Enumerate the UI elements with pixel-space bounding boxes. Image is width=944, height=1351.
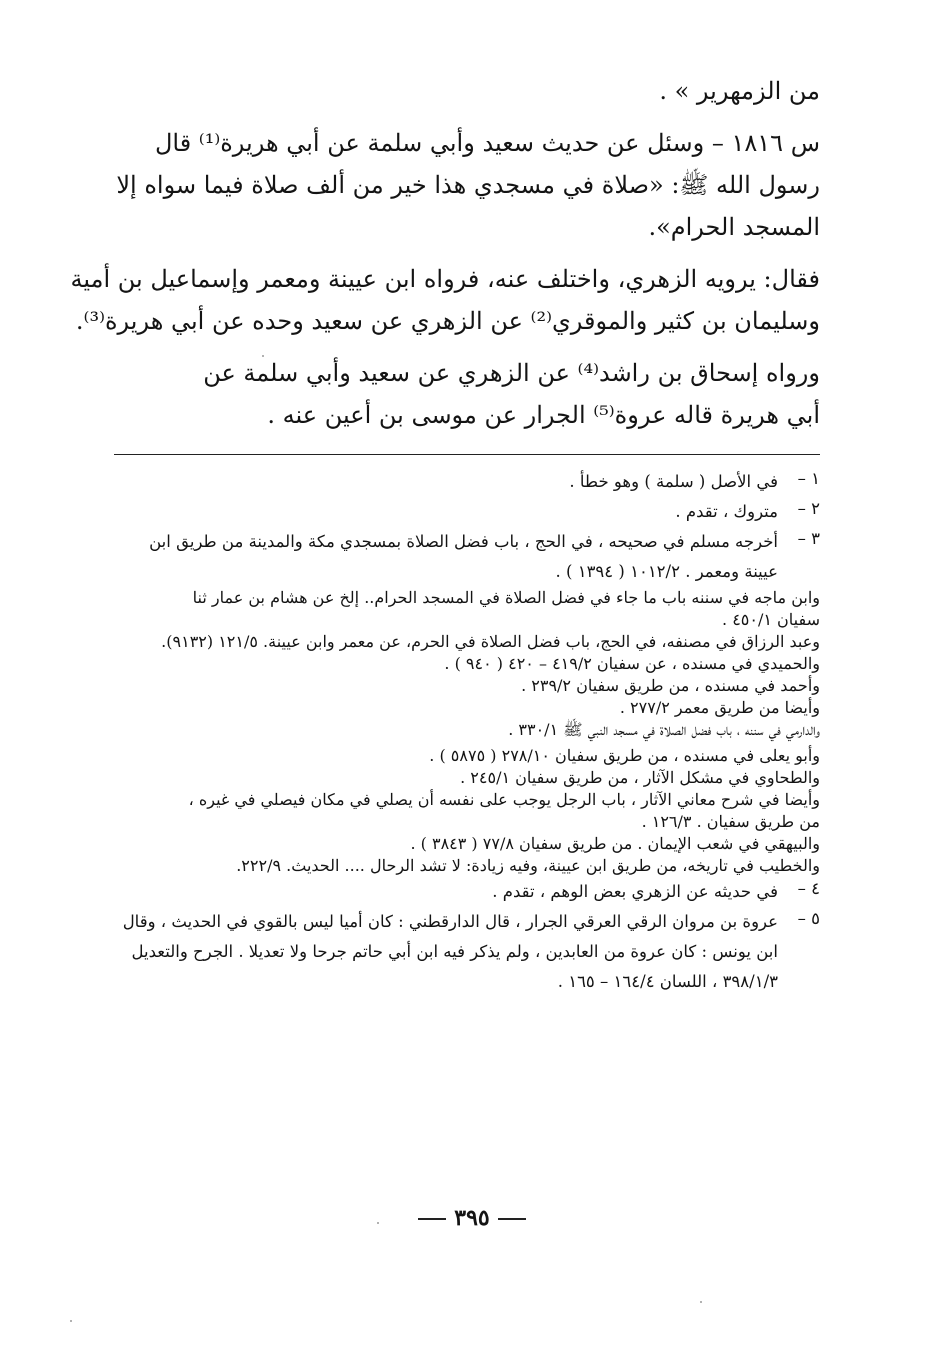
answer-paragraph	[70, 258, 820, 342]
source-line: والبيهقي في شعب الإيمان . من طريق سفيان ٧٧/٨ ( ٣٨٤٣ ) .	[410, 834, 820, 853]
footnotes	[110, 465, 820, 995]
source-line: والحميدي في مسنده ، عن سفيان ٤١٩/٢ – ٤٢٠ ( ٩٤٠ ) .	[444, 654, 820, 673]
source-line: وأبو يعلى في مسنده ، من طريق سفيان ٢٧٨/١٠ ( ٥٨٧٥ ) .	[429, 746, 820, 765]
scan-speck	[700, 1301, 702, 1303]
footnote-5	[110, 905, 820, 995]
footnote-3	[110, 525, 820, 585]
footnote-text: متروك ، تقدم .	[675, 502, 778, 521]
continued-line: من الزمهرير » .	[659, 77, 820, 105]
footnote-text: عروة بن مروان الرقي العرقي الجرار ، قال الدارقطني : كان أميا ليس بالقوي في الحديث ، وقال	[122, 912, 778, 931]
narration-line: ورواه إسحاق بن راشد⁽⁴⁾ عن الزهري عن سعيد وأبي سلمة عن	[203, 359, 820, 387]
source-line: والدارمي في سننه ، باب فضل الصلاة في مسجد النبي ﷺ ٣٣٠/١ .	[508, 720, 820, 739]
scan-speck	[70, 1320, 72, 1322]
scan-speck	[377, 1222, 379, 1224]
scan-speck	[262, 355, 264, 357]
source-line: وأيضا من طريق معمر ٢٧٧/٢ .	[619, 698, 820, 717]
source-line: والخطيب في تاريخه، من طريق ابن عيينة، وفيه زيادة: لا تشد الرحال .... الحديث. ٢٢٢/٩.	[236, 856, 820, 875]
narration-line: أبي هريرة قاله عروة⁽⁵⁾ الجرار عن موسى بن أعين عنه .	[267, 401, 820, 429]
footnote-number: ٤ –	[797, 879, 820, 898]
footnote-text: عيينة ومعمر . ١٠١٢/٢ ( ١٣٩٤ ) .	[555, 562, 778, 581]
footnote-3-sources	[110, 585, 820, 875]
source-line: وابن ماجه في سننه باب ما جاء في فضل الصلاة في المسجد الحرام.. إلخ عن هشام بن عمار ثنا	[192, 588, 820, 607]
footnote-number: ٥ –	[797, 909, 820, 928]
source-line: وعبد الرزاق في مصنفه، في الحج، باب فضل الصلاة في الحرم، عن معمر وابن عيينة. ١٢١/٥ (٩١٣٢).	[161, 632, 820, 651]
source-line: سفيان ٤٥٠/١ .	[722, 610, 820, 629]
footnote-1	[110, 465, 820, 495]
book-page	[70, 70, 820, 995]
footnote-2	[110, 495, 820, 525]
question-line: س ١٨١٦ – وسئل عن حديث سعيد وأبي سلمة عن أبي هريرة⁽¹⁾ قال	[154, 129, 820, 157]
page-number-dash	[498, 1218, 526, 1220]
footnote-text: أخرجه مسلم في صحيحه ، في الحج ، باب فضل الصلاة بمسجدي مكة والمدينة من طريق ابن	[149, 532, 778, 551]
source-line: وأيضا في شرح معاني الآثار ، باب الرجل يوجب على نفسه أن يصلي في مكان فيصلي في غيره ،	[188, 790, 820, 809]
narration-paragraph	[110, 352, 820, 436]
footnote-divider	[114, 454, 820, 455]
question-paragraph	[110, 122, 820, 248]
page-number	[0, 1205, 944, 1231]
source-line: والطحاوي في مشكل الآثار ، من طريق سفيان ٢٤٥/١ .	[460, 768, 820, 787]
footnote-number: ٢ –	[797, 499, 820, 518]
footnote-text: ٣٩٨/١/٣ ، اللسان ١٦٤/٤ – ١٦٥ .	[557, 972, 778, 991]
footnote-number: ٣ –	[797, 529, 820, 548]
page-number-text: ٣٩٥	[454, 1205, 490, 1231]
source-line: وأحمد في مسنده ، من طريق سفيان ٢٣٩/٢ .	[521, 676, 820, 695]
page-number-dash	[418, 1218, 446, 1220]
question-line: رسول الله ﷺ: «صلاة في مسجدي هذا خير من ألف صلاة فيما سواه إلا	[116, 171, 820, 199]
footnote-4	[110, 875, 820, 905]
question-line: المسجد الحرام».	[648, 213, 820, 241]
footnote-number: ١ –	[797, 469, 820, 488]
source-line: من طريق سفيان . ١٢٦/٣ .	[641, 812, 820, 831]
answer-line: فقال: يرويه الزهري، واختلف عنه، فرواه ابن عيينة ومعمر وإسماعيل بن أمية	[70, 265, 820, 293]
footnote-text: ابن يونس : كان عروة من العابدين ، ولم يذكر فيه ابن أبي حاتم جرحا ولا تعديلا . الجرح والتعديل	[131, 942, 778, 961]
footnote-text: في الأصل ( سلمة ) وهو خطأ .	[569, 472, 778, 491]
answer-line: وسليمان بن كثير والموقري⁽²⁾ عن الزهري عن سعيد وحده عن أبي هريرة⁽³⁾.	[75, 307, 820, 335]
footnote-text: في حديثه عن الزهري بعض الوهم ، تقدم .	[492, 882, 778, 901]
